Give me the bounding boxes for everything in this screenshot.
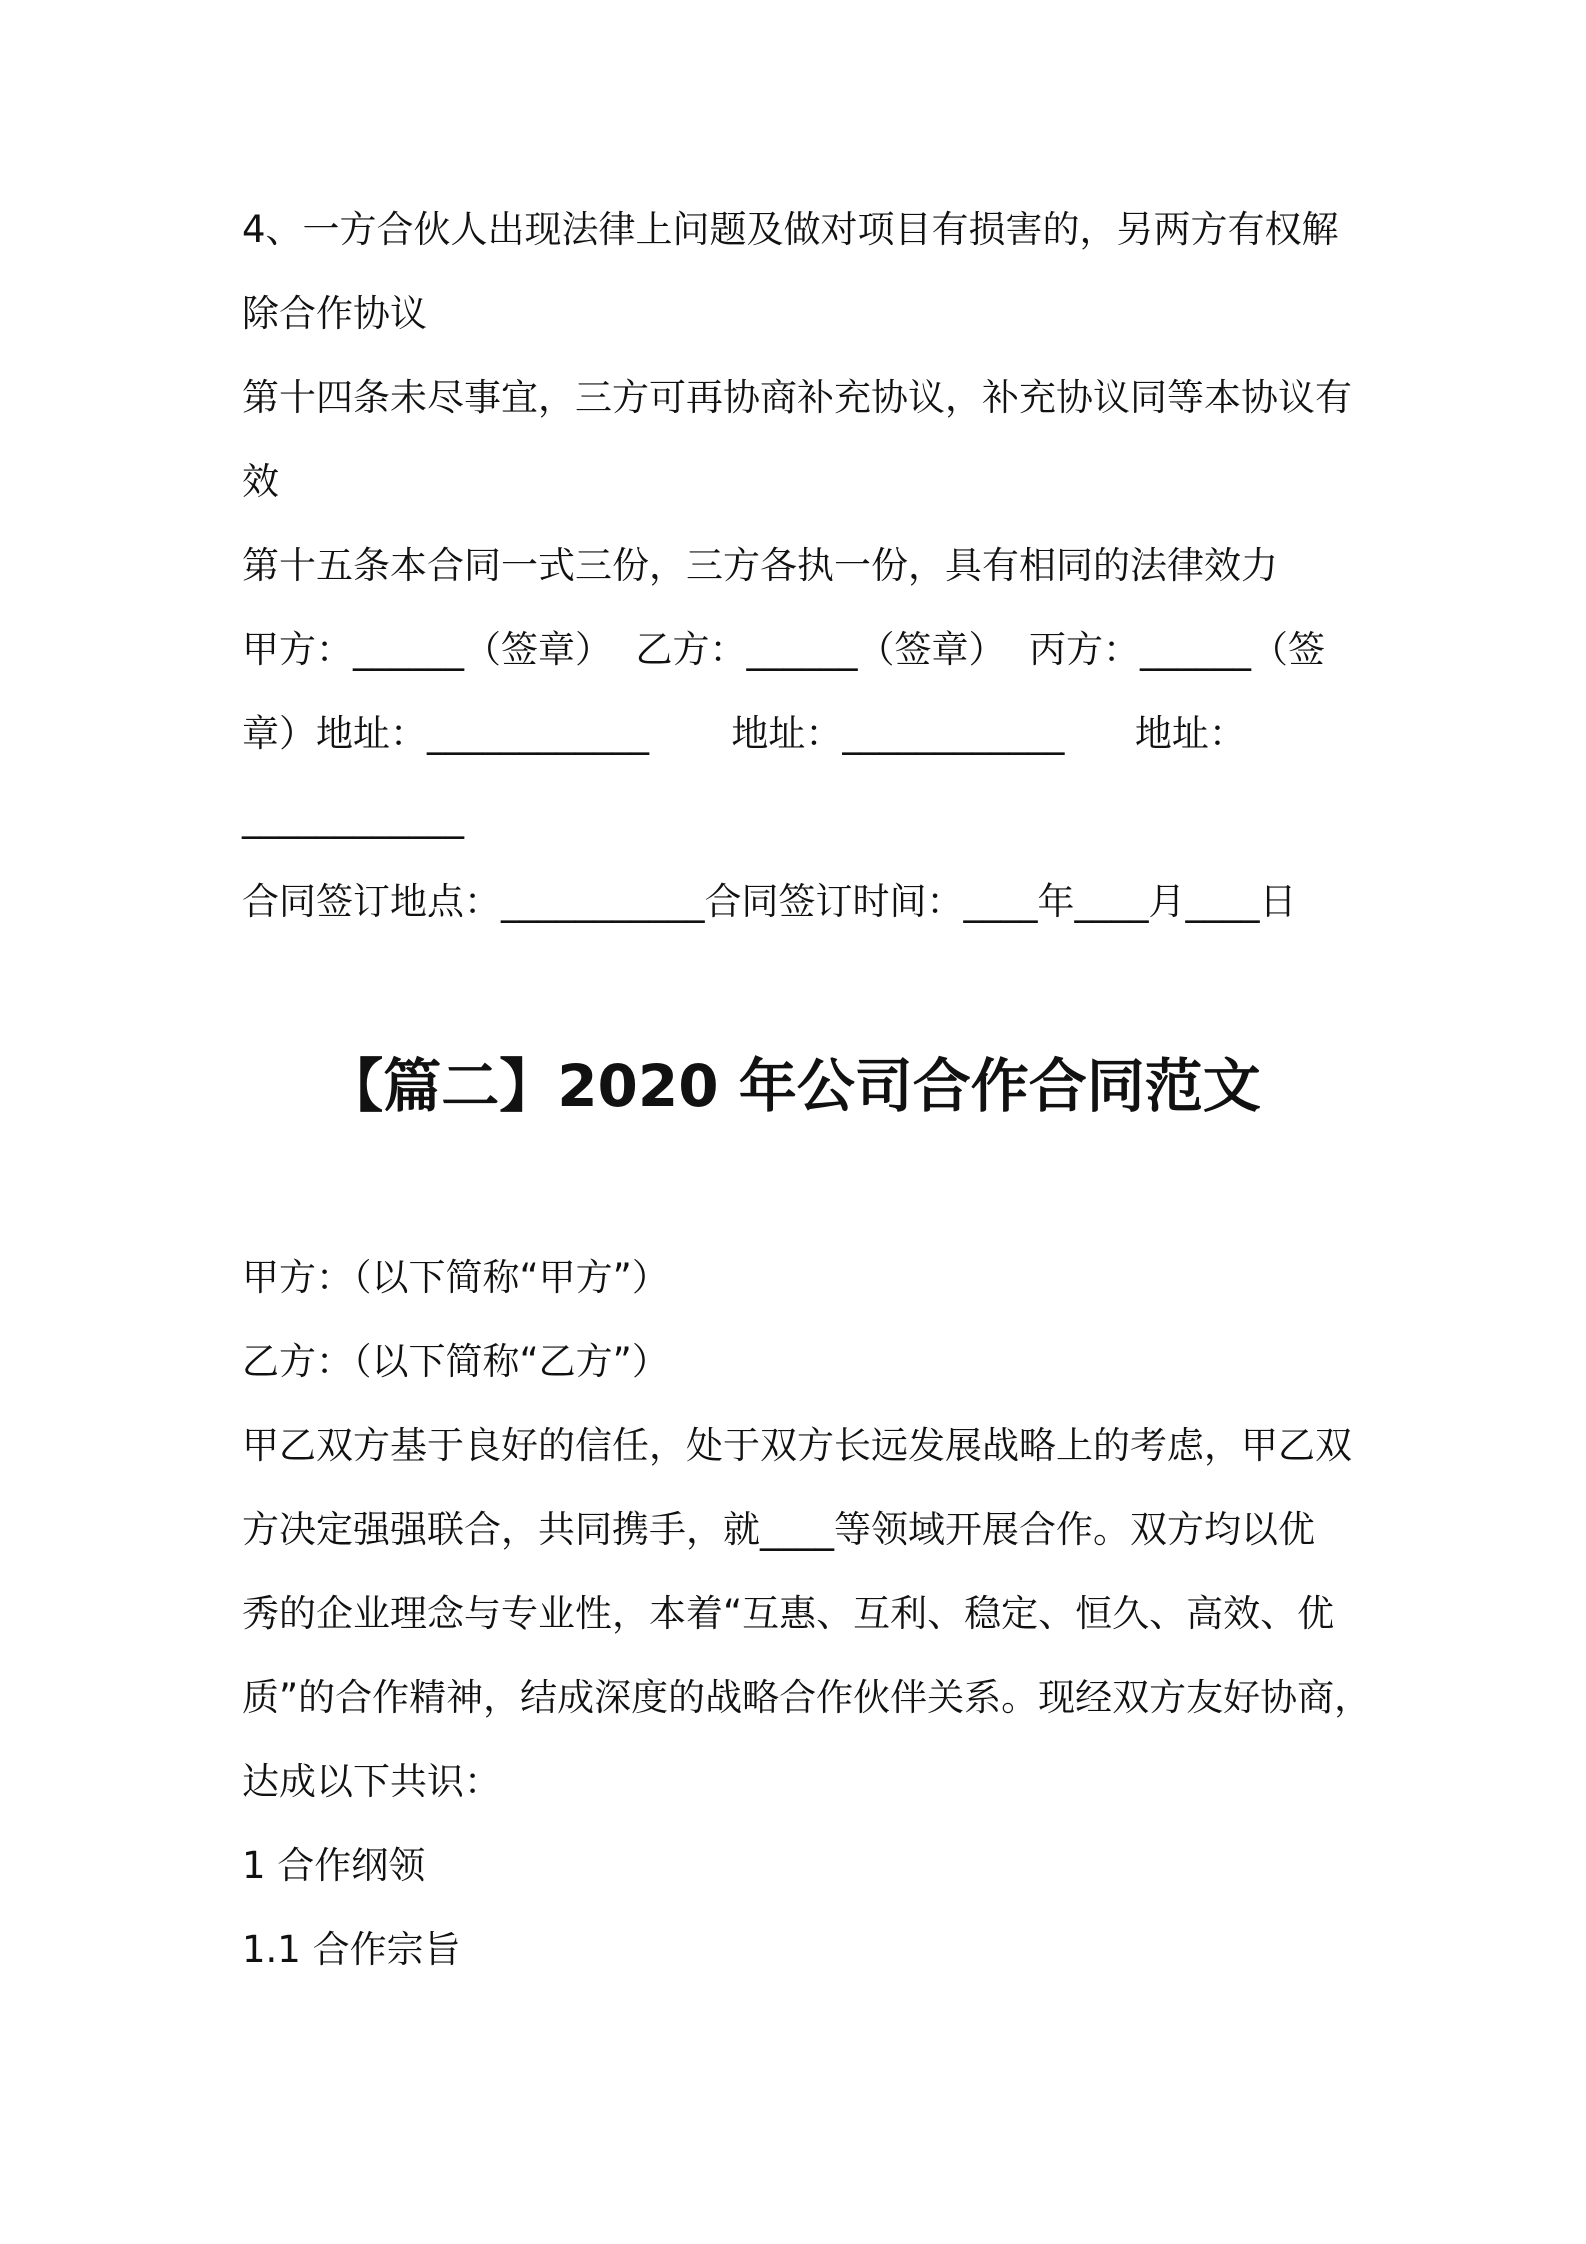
- signature-line-1: 甲方：______（签章） 乙方：______（签章） 丙方：______（签: [242, 628, 1326, 671]
- intro-paragraph-line-2: 方决定强强联合，共同携手，就____等领域开展合作。双方均以优: [242, 1508, 1315, 1551]
- clause-4-line-1: 4、一方合伙人出现法律上问题及做对项目有损害的，另两方有权解: [242, 208, 1339, 251]
- intro-paragraph-line-3: 秀的企业理念与专业性，本着“互惠、互利、稳定、恒久、高效、优: [242, 1592, 1335, 1635]
- section-title: 【篇二】2020 年公司合作合同范文: [325, 1052, 1261, 1120]
- article-14-line-2: 效: [242, 460, 279, 503]
- intro-paragraph-line-1: 甲乙双方基于良好的信任，处于双方长远发展战略上的考虑，甲乙双: [242, 1424, 1352, 1467]
- clause-4-line-2: 除合作协议: [242, 292, 427, 335]
- party-b-line: 乙方：（以下简称“乙方”）: [242, 1340, 669, 1383]
- article-14-line-1: 第十四条未尽事宜，三方可再协商补充协议，补充协议同等本协议有: [242, 376, 1352, 419]
- party-a-line: 甲方：（以下简称“甲方”）: [242, 1256, 669, 1299]
- intro-paragraph-line-5: 达成以下共识：: [242, 1760, 501, 1803]
- signing-place-date-line: 合同签订地点：___________合同签订时间：____年____月____日: [242, 880, 1297, 923]
- heading-cooperation-purpose: 1.1 合作宗旨: [242, 1928, 461, 1971]
- intro-paragraph-line-4: 质”的合作精神，结成深度的战略合作伙伴关系。现经双方友好协商，: [242, 1676, 1372, 1719]
- signature-line-2: 章）地址：____________ 地址：____________ 地址：: [242, 712, 1246, 755]
- article-15-line: 第十五条本合同一式三份，三方各执一份，具有相同的法律效力: [242, 544, 1278, 587]
- heading-cooperation-outline: 1 合作纲领: [242, 1844, 426, 1887]
- signature-line-3: ____________: [242, 796, 464, 839]
